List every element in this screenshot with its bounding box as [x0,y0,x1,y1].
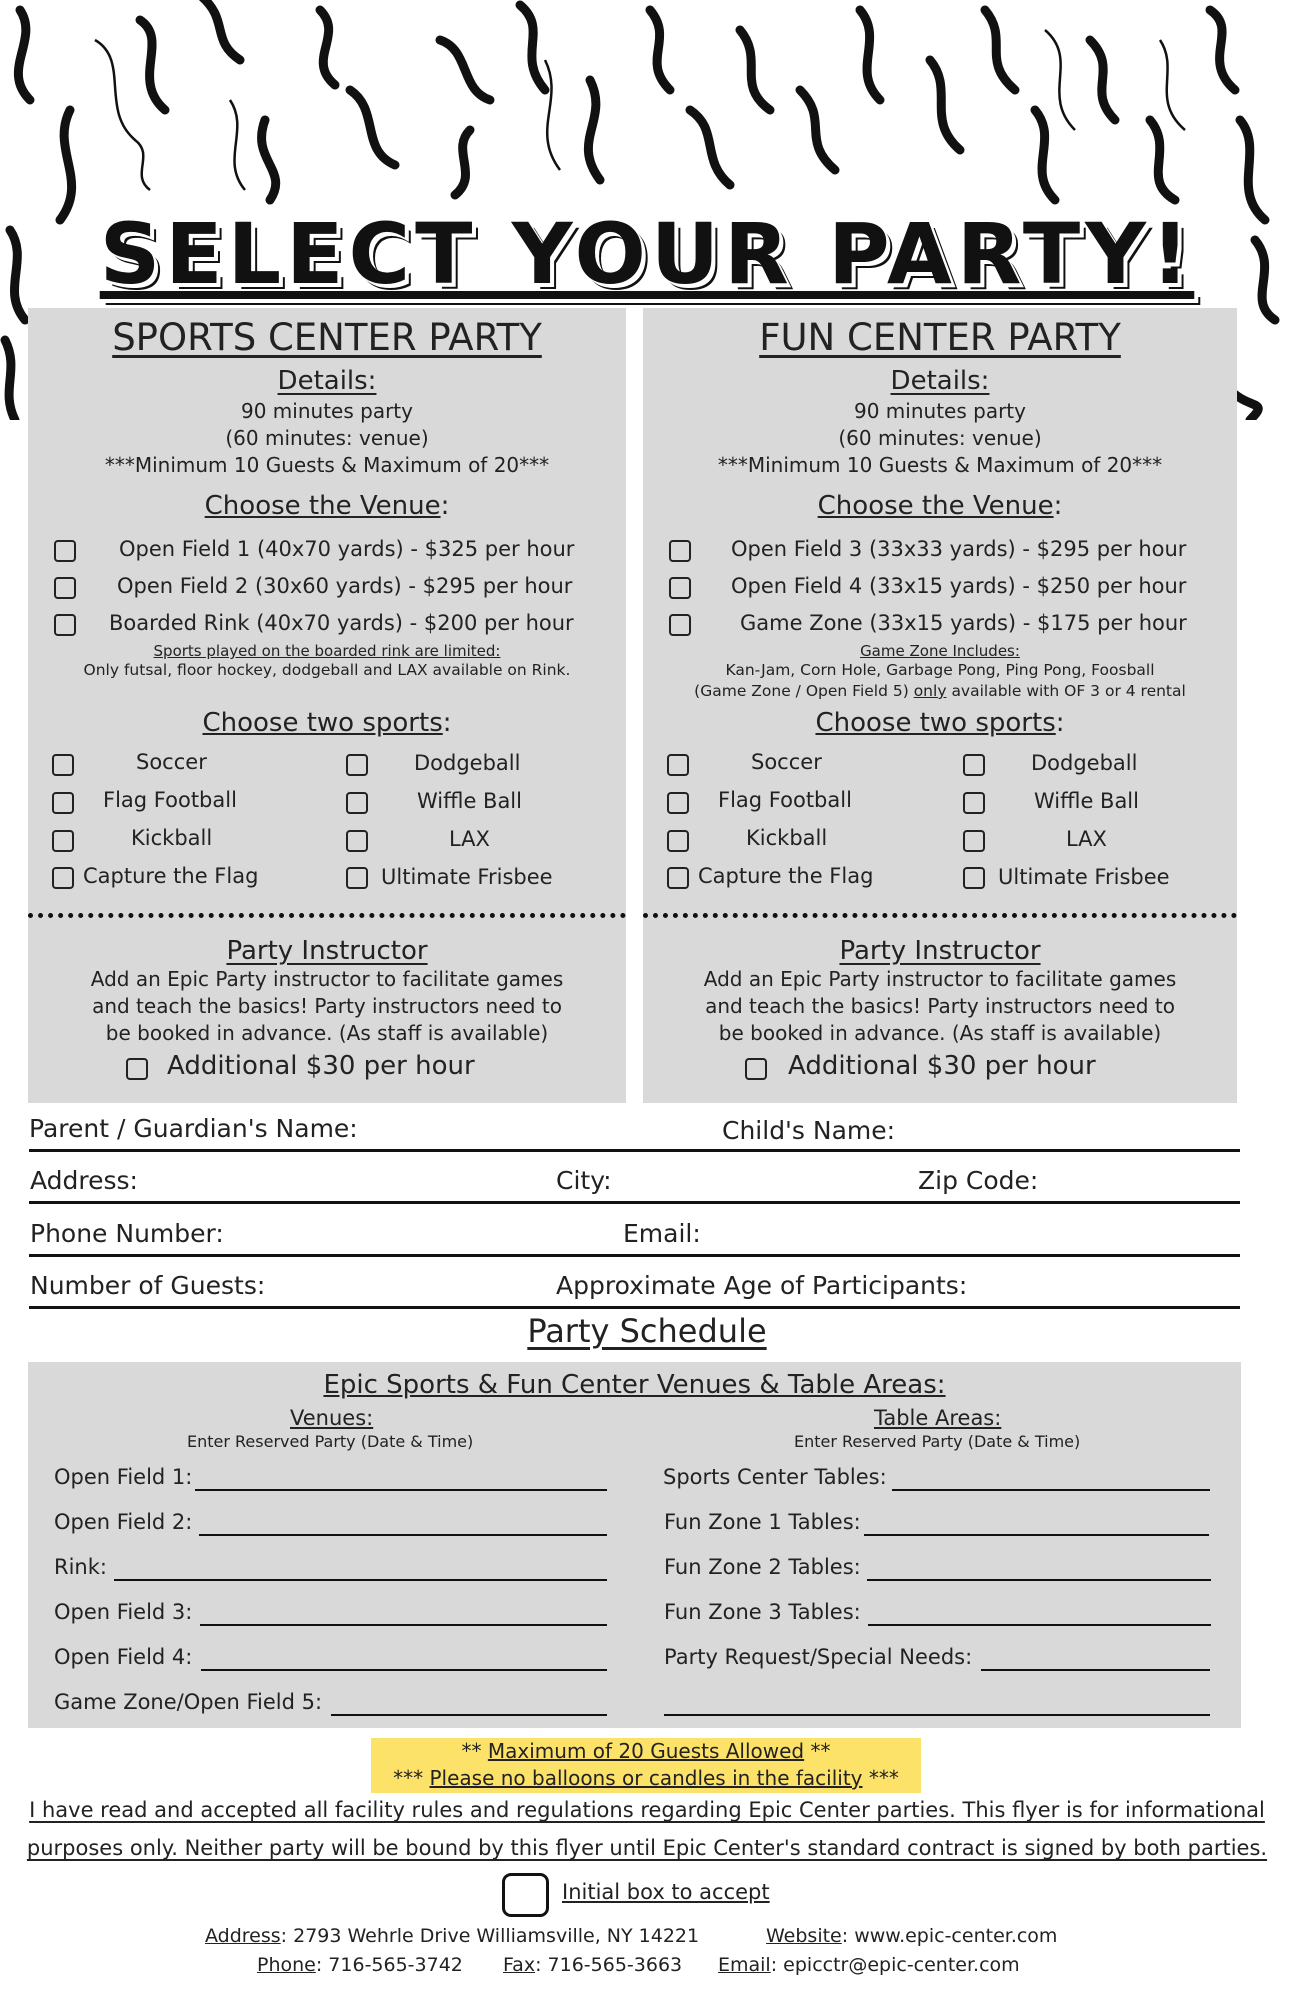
venue-option-of4: Open Field 4 (33x15 yards) - $250 per hour [731,574,1187,598]
sports-detail-1: 90 minutes party [241,399,413,423]
fun-sport-label-ultimate-frisbee: Ultimate Frisbee [998,865,1170,889]
venue-option-rink: Boarded Rink (40x70 yards) - $200 per hour [109,611,574,635]
city-label: City: [556,1166,612,1195]
footer-fax-label: Fax [503,1954,536,1976]
fun-sport-checkbox-wiffle-ball[interactable] [963,792,985,814]
schedule-panel [28,1362,1241,1728]
phone-email-line[interactable] [29,1254,1240,1257]
sport-checkbox-capture-the-flag[interactable] [52,867,74,889]
game-zone-note-line-2 [643,681,1237,702]
sport-label-capture-the-flag: Capture the Flag [83,864,259,888]
rink-note-heading: Sports played on the boarded rink are limited: [153,642,501,660]
fun-instructor-line-1: Add an Epic Party instructor to facilitate games [703,967,1177,991]
venue-option-game-zone: Game Zone (33x15 yards) - $175 per hour [740,611,1187,635]
fun-instructor-heading: Party Instructor [839,936,1041,966]
sport-checkbox-kickball[interactable] [52,830,74,852]
sports-venue-heading: Choose the Venue [204,491,441,521]
initial-box[interactable] [502,1873,549,1917]
section-divider [643,913,1237,918]
fun-sport-checkbox-flag-football[interactable] [667,792,689,814]
sport-label-lax: LAX [449,827,490,851]
schedule-venue-of4-line[interactable] [201,1669,607,1671]
schedule-venue-gz-line[interactable] [331,1714,607,1716]
sport-checkbox-lax[interactable] [346,830,368,852]
sport-label-kickball: Kickball [131,826,213,850]
tables-column-heading: Table Areas: [874,1406,1002,1430]
fun-venue-heading: Choose the Venue [817,491,1054,521]
footer-email-label: Email [718,1954,771,1976]
fun-instructor-checkbox[interactable] [745,1058,767,1080]
schedule-venue-of3-line[interactable] [200,1624,607,1626]
max-guests-notice: Maximum of 20 Guests Allowed [487,1739,805,1763]
schedule-venue-rink-label: Rink: [54,1555,107,1579]
fun-sport-checkbox-ultimate-frisbee[interactable] [963,867,985,889]
note-line-2-start: (Game Zone / Open Field 5) [694,682,909,700]
fun-sport-label-lax: LAX [1066,827,1107,851]
fun-center-panel: FUN CENTER PARTY Details: 90 minutes party (60 minutes: venue) ***Minimum 10 Guests & Maximum of 20*** Choose the Venue: Open Field 3 (33x33 yards) - $295 per hour Open Field 4 (33x15 yards) - $250 per hour Game Zone (33x15 yards) - $175 per hour Game Zone Includes: Kan-Jam, Corn Hole, Garbage Pong, Ping Pong, Foosball (Game Zone / Open Field 5) only available with OF 3 or 4 rental Choose two sports: Soccer Flag Football Kickball Capture the Flag Dodgeball Wiffle Ball LAX Ultimate Frisbee Party Instructor Add an Epic Party instructor to facilitate games and teach the basics! Party instructors need to be booked in advance. (As staff is available) Additional $30 per hour [643,308,1237,1103]
footer-email-value[interactable]: : epicctr@epic-center.com [770,1954,1020,1976]
notice-box [371,1738,921,1793]
venue-checkbox-game-zone[interactable] [669,614,691,636]
schedule-venue-of4-label: Open Field 4: [54,1645,193,1669]
sports-instructor-heading: Party Instructor [226,936,428,966]
guests-age-line[interactable] [29,1306,1240,1309]
notice-line-1-prefix: ** [461,1739,488,1763]
sport-checkbox-dodgeball[interactable] [346,754,368,776]
schedule-special-needs-label: Party Request/Special Needs: [664,1645,973,1669]
fun-instructor-option: Additional $30 per hour [788,1051,1096,1081]
fun-details-heading: Details: [890,366,990,396]
footer-phone-value: : 716-565-3742 [315,1954,463,1976]
no-balloons-notice: Please no balloons or candles in the facility [429,1766,863,1790]
note-line-2-emphasis: only [913,682,947,700]
fun-sport-label-dodgeball: Dodgeball [1031,751,1138,775]
schedule-table-fz3-label: Fun Zone 3 Tables: [664,1600,861,1624]
schedule-venue-of2-line[interactable] [199,1534,607,1536]
game-zone-note-heading: Game Zone Includes: [860,642,1020,660]
schedule-venue-of3-label: Open Field 3: [54,1600,193,1624]
fun-sport-label-flag-football: Flag Football [718,788,852,812]
sports-detail-2: (60 minutes: venue) [225,426,429,450]
sports-instructor-line-2: and teach the basics! Party instructors need to [92,994,562,1018]
venue-checkbox-of1[interactable] [54,540,76,562]
rink-note-text: Only futsal, floor hockey, dodgeball and LAX available on Rink. [83,661,571,679]
schedule-venue-of1-label: Open Field 1: [54,1465,193,1489]
sport-checkbox-wiffle-ball[interactable] [346,792,368,814]
sports-details-heading: Details: [277,366,377,396]
venues-column-heading: Venues: [290,1406,374,1430]
fun-sport-checkbox-kickball[interactable] [667,830,689,852]
footer-email [718,1954,1020,1976]
child-name-label: Child's Name: [722,1116,896,1145]
sport-label-wiffle-ball: Wiffle Ball [417,789,522,813]
parent-child-line[interactable] [29,1149,1240,1152]
notice-line-2-suffix: *** [862,1766,899,1790]
fun-detail-3: ***Minimum 10 Guests & Maximum of 20*** [717,453,1163,477]
fun-instructor-line-2: and teach the basics! Party instructors need to [705,994,1175,1018]
sports-instructor-line-3: be booked in advance. (As staff is available) [105,1021,549,1045]
sport-label-dodgeball: Dodgeball [414,751,521,775]
footer-address [205,1925,699,1947]
footer-phone-label: Phone [257,1954,316,1976]
notice-line-2-prefix: *** [393,1766,430,1790]
note-line-2-end: available with OF 3 or 4 rental [951,682,1186,700]
address-line[interactable] [29,1201,1240,1204]
schedule-heading: Epic Sports & Fun Center Venues & Table Areas: [323,1370,946,1400]
fun-sport-checkbox-lax[interactable] [963,830,985,852]
sports-instructor-line-1: Add an Epic Party instructor to facilitate games [90,967,564,991]
footer-website-value[interactable]: : www.epic-center.com [841,1925,1058,1947]
venues-column-note: Enter Reserved Party (Date & Time) [187,1432,474,1451]
acknowledgement-line-2: purposes only. Neither party will be bound by this flyer until Epic Center's standard contract is signed by both parties. [26,1836,1268,1860]
schedule-table-fz1-label: Fun Zone 1 Tables: [664,1510,861,1534]
phone-number-label: Phone Number: [30,1219,224,1248]
schedule-table-sports-line[interactable] [892,1489,1210,1491]
parent-name-label: Parent / Guardian's Name: [29,1114,358,1143]
venue-option-of2: Open Field 2 (30x60 yards) - $295 per hour [117,574,573,598]
footer-address-label: Address [205,1925,281,1947]
fun-sport-checkbox-capture-the-flag[interactable] [667,867,689,889]
zip-code-label: Zip Code: [918,1166,1039,1195]
tables-column-note: Enter Reserved Party (Date & Time) [794,1432,1081,1451]
sport-checkbox-ultimate-frisbee[interactable] [346,867,368,889]
sports-panel-title: SPORTS CENTER PARTY [112,316,542,359]
schedule-venue-of2-label: Open Field 2: [54,1510,193,1534]
schedule-table-fz2-label: Fun Zone 2 Tables: [664,1555,861,1579]
venue-checkbox-of2[interactable] [54,577,76,599]
schedule-table-fz2-line[interactable] [867,1579,1211,1581]
initial-box-label: Initial box to accept [562,1880,770,1904]
footer-website [766,1925,1057,1947]
fun-sport-label-wiffle-ball: Wiffle Ball [1034,789,1139,813]
schedule-venue-gz-label: Game Zone/Open Field 5: [54,1690,323,1714]
footer-address-value: : 2793 Wehrle Drive Williamsville, NY 14221 [280,1925,700,1947]
participant-age-label: Approximate Age of Participants: [556,1271,968,1300]
fun-sport-checkbox-soccer[interactable] [667,754,689,776]
venue-option-of3: Open Field 3 (33x33 yards) - $295 per hour [731,537,1187,561]
fun-detail-2: (60 minutes: venue) [838,426,1042,450]
fun-detail-1: 90 minutes party [854,399,1026,423]
fun-instructor-line-3: be booked in advance. (As staff is available) [718,1021,1162,1045]
number-of-guests-label: Number of Guests: [30,1271,266,1300]
sports-instructor-checkbox[interactable] [126,1058,148,1080]
schedule-special-needs-line[interactable] [981,1669,1210,1671]
schedule-table-sports-label: Sports Center Tables: [663,1465,887,1489]
fun-panel-title: FUN CENTER PARTY [759,316,1121,359]
sports-center-panel: SPORTS CENTER PARTY Details: 90 minutes party (60 minutes: venue) ***Minimum 10 Guests & Maximum of 20*** Choose the Venue: Open Field 1 (40x70 yards) - $325 per hour Open Field 2 (30x60 yards) - $295 per hour Boarded Rink (40x70 yards) - $200 per hour Sports played on the boarded rink are limited: Only futsal, floor hockey, dodgeball and LAX available on Rink. Choose two sports: Soccer Flag Football Kickball Capture the Flag Dodgeball Wiffle Ball LAX Ultimate Frisbee Party Instructor Add an Epic Party instructor to facilitate games and teach the basics! Party instructors need to be booked in advance. (As staff is available) Additional $30 per hour [28,308,626,1103]
sports-detail-3: ***Minimum 10 Guests & Maximum of 20*** [104,453,550,477]
notice-line-1-suffix: ** [804,1739,831,1763]
fun-sport-label-kickball: Kickball [746,826,828,850]
address-label: Address: [30,1166,138,1195]
venue-checkbox-of4[interactable] [669,577,691,599]
venue-option-of1: Open Field 1 (40x70 yards) - $325 per hour [119,537,575,561]
footer-phone [257,1954,463,1976]
sports-instructor-option: Additional $30 per hour [167,1051,475,1081]
fun-choose-heading: Choose two sports [815,708,1056,738]
fun-sport-label-soccer: Soccer [751,750,822,774]
schedule-table-fz3-line[interactable] [868,1624,1211,1626]
footer-website-label: Website [766,1925,842,1947]
page-title: SELECT YOUR PARTY! [99,205,1195,303]
sport-checkbox-flag-football[interactable] [52,792,74,814]
schedule-venue-of1-line[interactable] [195,1489,607,1491]
section-divider [28,913,626,918]
sport-label-ultimate-frisbee: Ultimate Frisbee [381,865,553,889]
party-schedule-title: Party Schedule [527,1312,767,1350]
footer-fax [503,1954,682,1976]
footer-fax-value: : 716-565-3663 [535,1954,683,1976]
email-label: Email: [623,1219,701,1248]
venue-checkbox-rink[interactable] [54,614,76,636]
sports-choose-heading: Choose two sports [202,708,443,738]
sport-label-flag-football: Flag Football [103,788,237,812]
fun-sport-label-capture-the-flag: Capture the Flag [698,864,874,888]
schedule-table-fz1-line[interactable] [864,1534,1209,1536]
sport-label-soccer: Soccer [136,750,207,774]
schedule-venue-rink-line[interactable] [114,1579,607,1581]
game-zone-note-line-1: Kan-Jam, Corn Hole, Garbage Pong, Ping Pong, Foosball [725,661,1155,679]
acknowledgement-line-1: I have read and accepted all facility rules and regulations regarding Epic Center parties. This flyer is for informational [29,1798,1265,1822]
fun-sport-checkbox-dodgeball[interactable] [963,754,985,776]
sport-checkbox-soccer[interactable] [52,754,74,776]
venue-checkbox-of3[interactable] [669,540,691,562]
schedule-special-needs-line-2[interactable] [664,1714,1210,1716]
